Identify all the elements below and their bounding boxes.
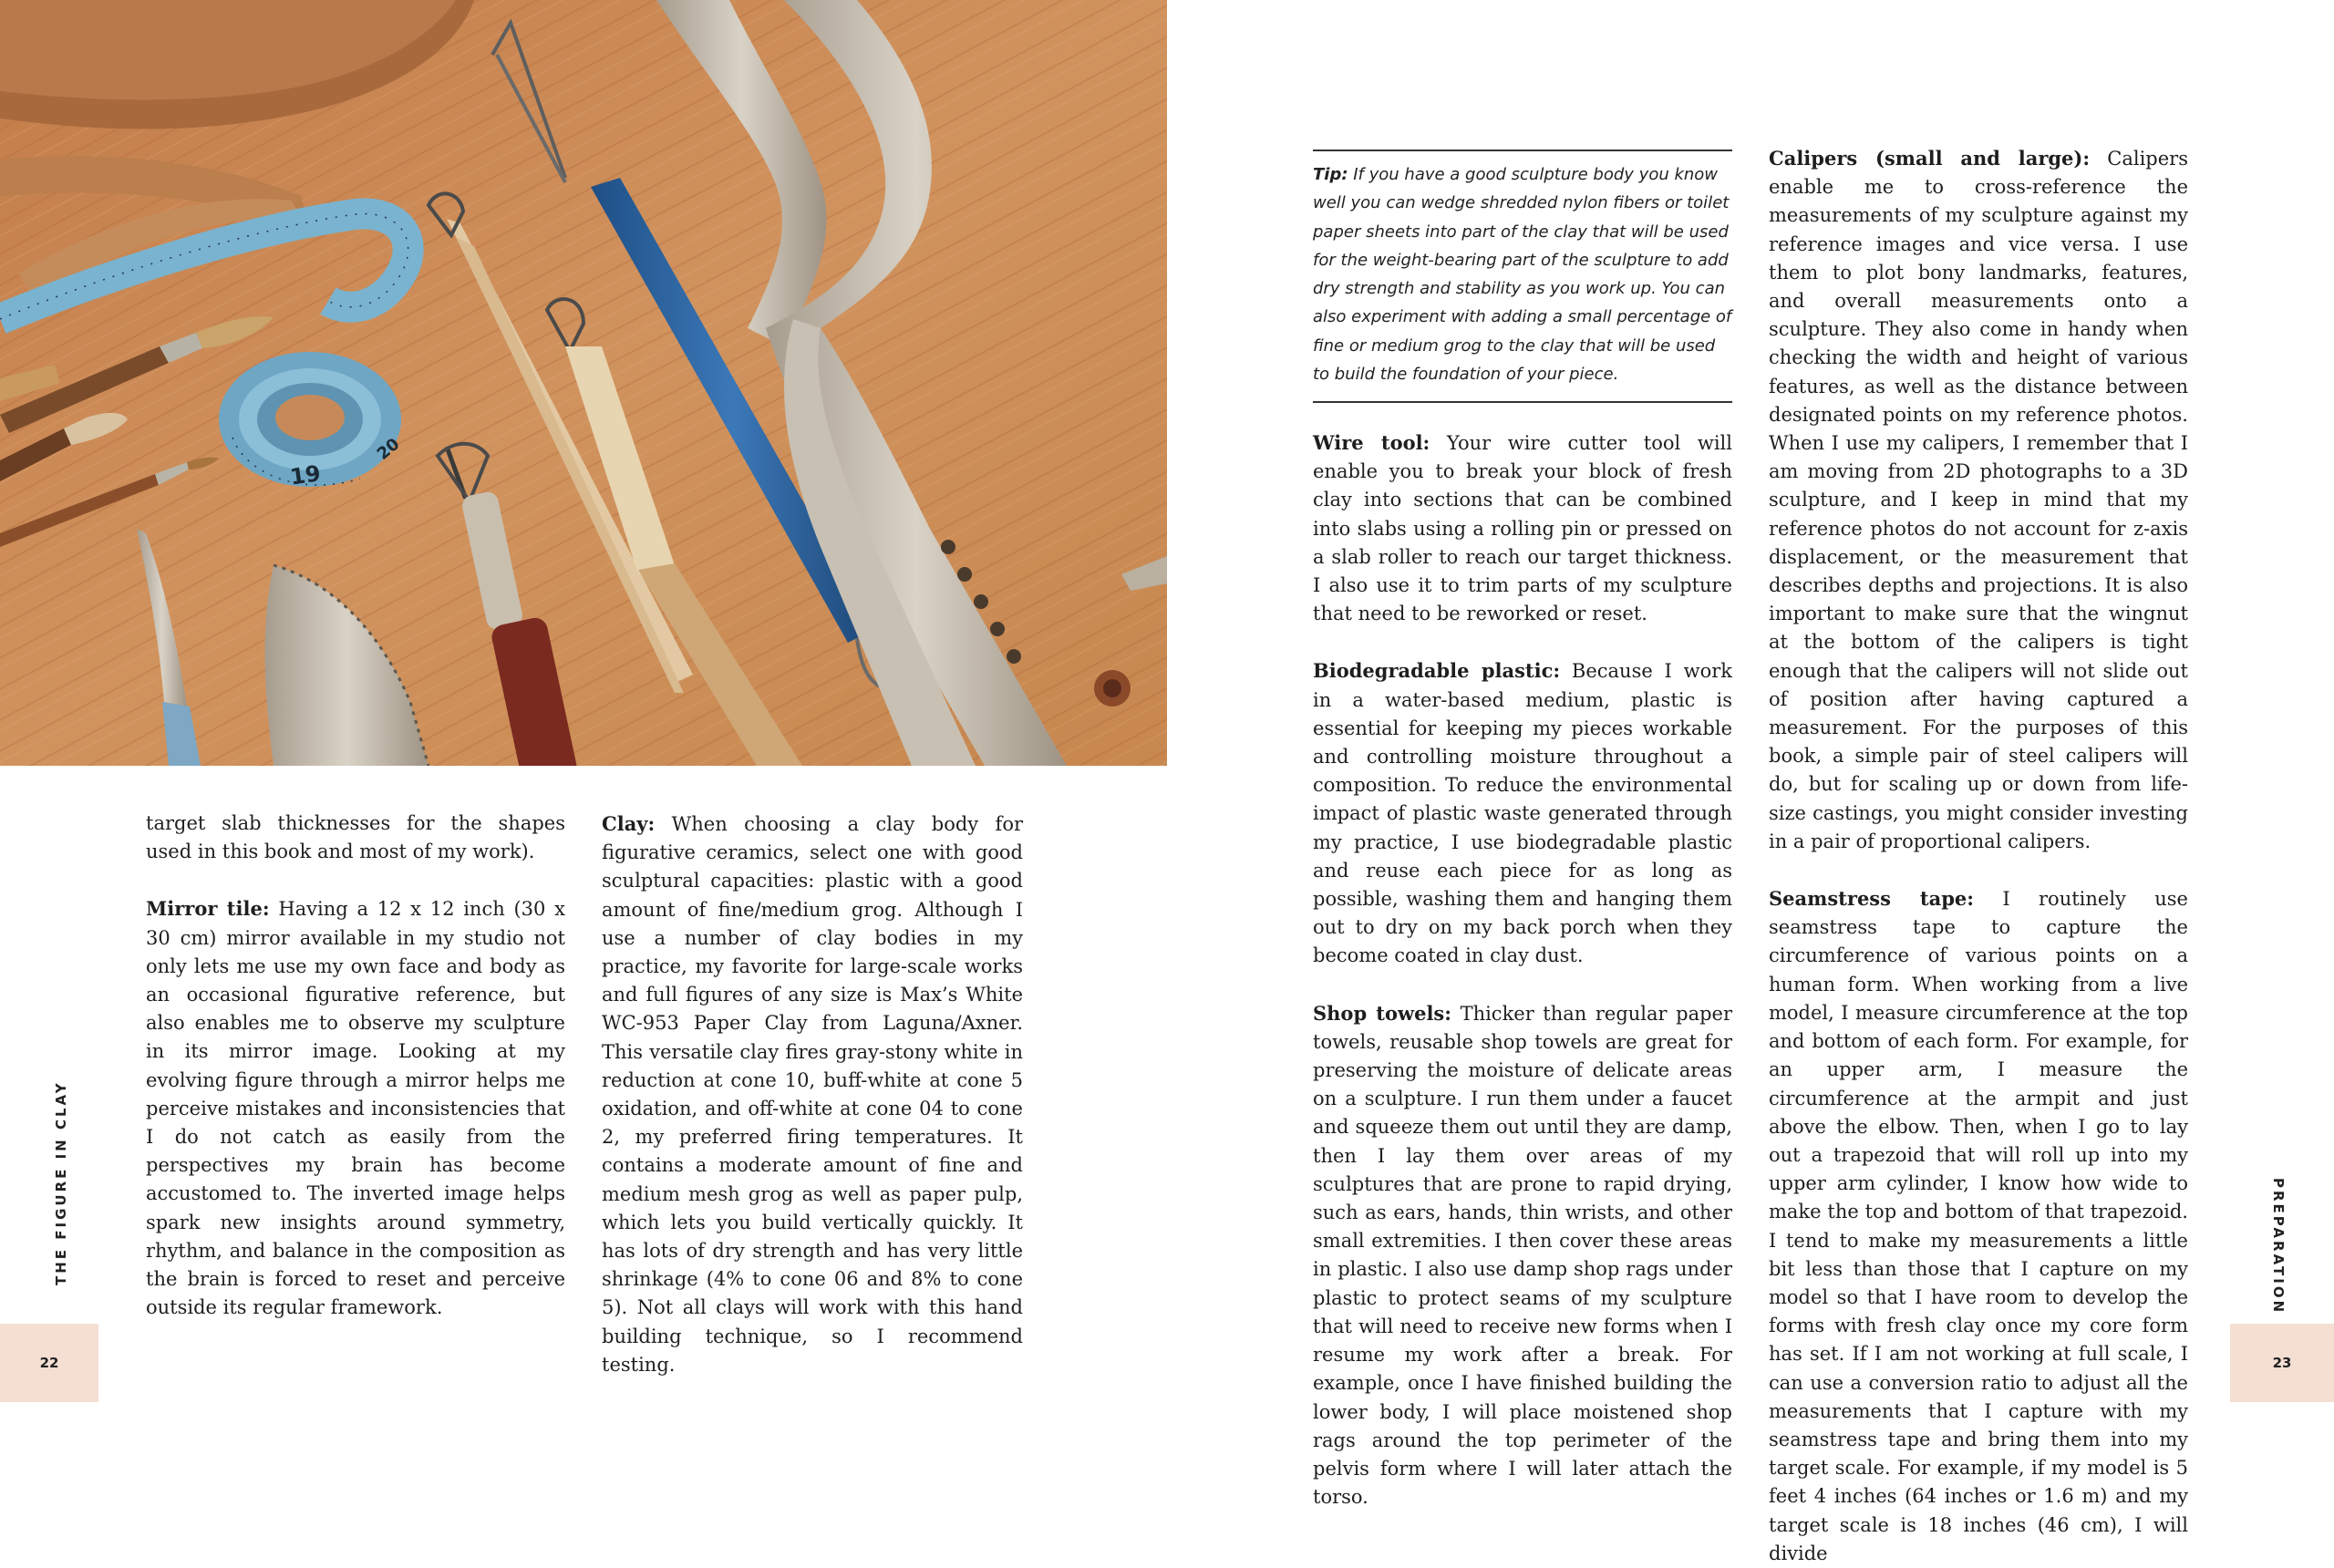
col4-paragraph-2: Seamstress tape: I routinely use seamstress tape to capture the circumference of various points on a human form. When working from a live model, I measure circumference at the top and bottom of each form. For example, for an upper arm, I measure the circumference at the armpit and just above the elbow. Then, when I go to lay out a trapezoid that will roll up into my upper arm cylinder, I know how wide to make the top and bottom of that trapezoid. I tend to make my measurements a little bit less than those that I capture on my model so that I have room to develop the forms with fresh clay once my core form has set. If I am not working at full scale, I can use a conversion ratio to adjust all the measurements that I capture with my seamstress tape and bring them into my target scale. For example, if my model is 5 feet 4 inches (64 inches or 1.6 m) and my target scale is 18 inches (46 cm), I will divide xyxy=(1769,887,2188,1564)
mirror-tile-heading: Mirror tile: xyxy=(146,897,270,921)
running-head-left: THE FIGURE IN CLAY xyxy=(53,1080,69,1285)
shop-towels-heading: Shop towels: xyxy=(1313,1001,1452,1025)
tip-box xyxy=(1313,150,1732,403)
left-column-2 xyxy=(602,810,1023,1379)
col1-paragraph-2: Mirror tile: Having a 12 x 12 inch (30 x 30 cm) mirror available in my studio not only lets me use my own face and body as an occasional figurative reference, but also enables me to observe my sculpture in its mirror image. Looking at my evolving figure through a mirror helps me perceive mistakes and inconsistencies that I do not catch as easily from the perspectives my brain has become accustomed to. The inverted image helps spark new insights around symmetry, rhythm, and balance in the composition as the brain is forced to reset and perceive outside its regular framework. xyxy=(146,897,565,1319)
biodegradable-plastic-heading: Biodegradable plastic: xyxy=(1313,659,1561,683)
tip-label: Tip: xyxy=(1313,165,1348,184)
left-column-1 xyxy=(146,810,565,1322)
running-head-right: PREPARATION xyxy=(2270,1178,2287,1315)
clay-heading: Clay: xyxy=(602,812,656,835)
seamstress-tape-heading: Seamstress tape: xyxy=(1769,887,1975,911)
tip-text: If you have a good sculpture body you know well you can wedge shredded nylon fibers or toilet paper sheets into part of the clay that will be used for the weight-bearing part of the sculpture to add dry strength and stability as you work up. You can also experiment with adding a small percentage of fine or medium grog to the clay that will be used to build the foundation of your piece. xyxy=(1313,165,1732,385)
sculpting-tools-photo xyxy=(0,0,1167,766)
tape-number-20: 20 xyxy=(373,434,404,464)
right-column-2 xyxy=(1769,144,2188,1568)
col3-paragraph-1: Wire tool: Your wire cutter tool will enable you to break your block of fresh clay into sections that can be combined into slabs using a rolling pin or pressed on a slab roller to reach our target thickness. I also use it to trim parts of my sculpture that need to be reworked or reset. xyxy=(1313,431,1732,625)
wire-tool-heading: Wire tool: xyxy=(1313,431,1430,454)
page-number-right: 23 xyxy=(2230,1324,2334,1402)
col3-paragraph-3: Shop towels: Thicker than regular paper towels, reusable shop towels are great for preserving the moisture of delicate areas on a sculpture. I run them under a faucet and squeeze them out until they are damp, then I lay them over areas of my sculptures that are prone to rapid drying, such as ears, hands, thin wrists, and other small extremities. I then cover these areas in plastic. I also use damp shop rags under plastic to protect seams of my sculpture that will need to receive new forms when I resume my work after a break. For example, once I have finished building the lower body, I will place moistened shop rags around the top perimeter of the pelvis form where I will later attach the torso. xyxy=(1313,1001,1732,1509)
col3-paragraph-2: Biodegradable plastic: Because I work in a water-based medium, plastic is essential for keeping my pieces workable and controlling moisture throughout a composition. To reduce the environmental impact of plastic waste generated through my practice, I use biodegradable plastic and reuse each piece for as long as possible, washing them and hanging them out to dry on my back porch when they become coated in clay dust. xyxy=(1313,659,1732,967)
col4-paragraph-1: Calipers (small and large): Calipers enable me to cross-reference the measurements of my sculpture against my reference images and vice versa. I use them to plot bony landmarks, features, and overall measurements onto a sculpture. They also come in handy when checking the width and height of various features, as well as the distance between designated points on my reference photos. When I use my calipers, I remember that I am moving from 2D photographs to a 3D sculpture, and I keep in mind that my reference photos do not account for z-axis displacement, or the measurement that describes depths and projections. It is also important to make sure that the wingnut at the bottom of the calipers is tight enough that the calipers will not slide out of position after having captured a measurement. For the purposes of this book, a simple pair of steel calipers will do, but for scaling up or down from life-size castings, you might consider investing in a pair of proportional calipers. xyxy=(1769,147,2188,852)
col1-paragraph-1: target slab thicknesses for the shapes used in this book and most of my work). xyxy=(146,812,565,863)
calipers-heading: Calipers (small and large): xyxy=(1769,147,2091,170)
right-column-1 xyxy=(1313,428,1732,1511)
col2-paragraph-1: Clay: When choosing a clay body for figurative ceramics, select one with good sculptural capacities: plastic with a good amount of fine/medium grog. Although I use a number of clay bodies in my practice, my favorite for large-scale works and full figures of any size is Max’s White WC-953 Paper Clay from Laguna/Axner. This versatile clay fires gray-stony white in reduction at cone 10, buff-white at cone 5 oxidation, and off-white at cone 04 to cone 2, my preferred firing temperatures. It contains a moderate amount of fine and medium mesh grog as well as paper pulp, which lets you build vertically quickly. It has lots of dry strength and has very little shrinkage (4% to cone 06 and 8% to cone 5). Not all clays will work with this hand building technique, so I recommend testing. xyxy=(602,812,1023,1376)
tape-number-19: 19 xyxy=(288,460,323,490)
page-number-left: 22 xyxy=(0,1324,98,1402)
